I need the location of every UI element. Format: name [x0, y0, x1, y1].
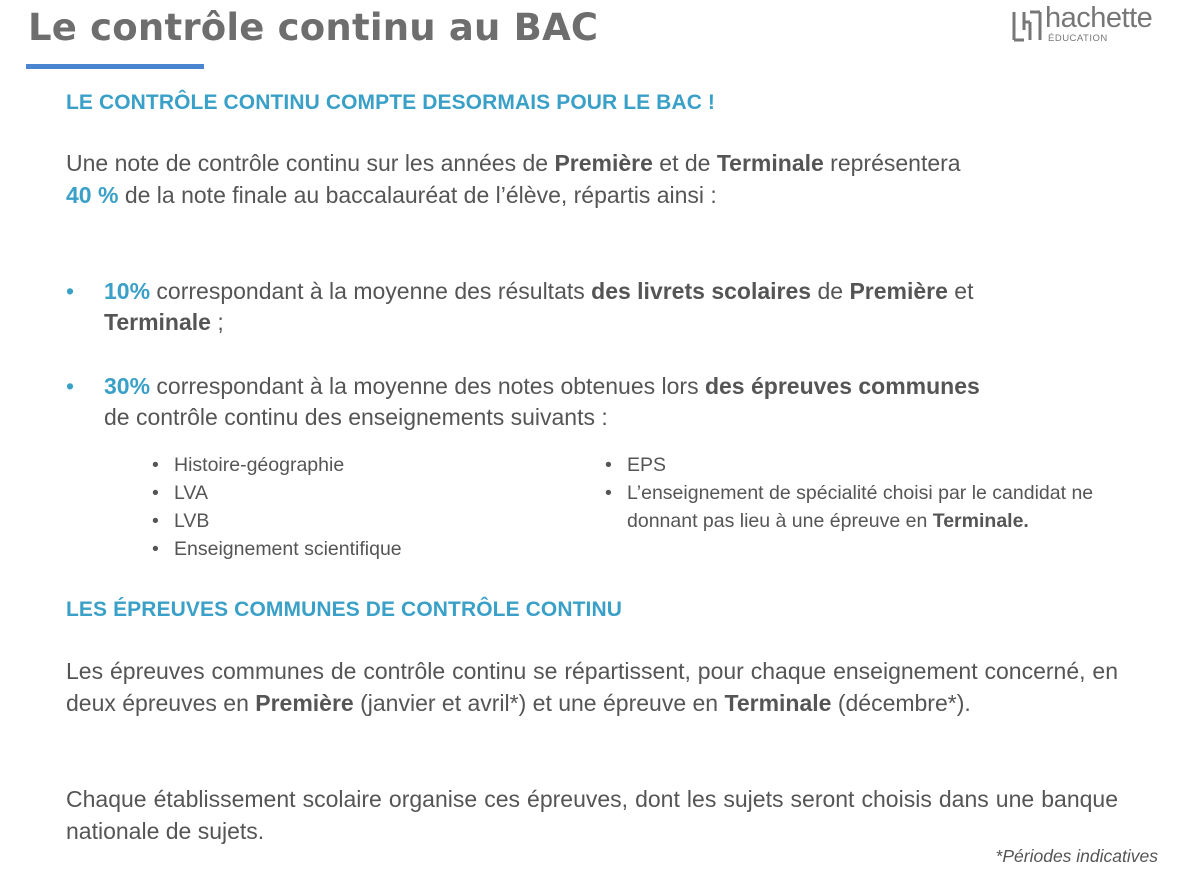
epreuves-paragraph: Les épreuves communes de contrôle continu se répartissent, pour chaque enseignement concerné, en deux épreuves en Première (janvier et avril*) et une épreuve en Terminale (décembre*). — [66, 658, 1118, 716]
logo-subtitle: ÉDUCATION — [1048, 33, 1108, 44]
list-item: • LVA — [152, 479, 572, 507]
hachette-h-logo-icon — [1012, 10, 1042, 42]
subjects-list-right — [605, 451, 1125, 535]
title-underline — [26, 64, 204, 69]
bullet-marker: • — [66, 373, 75, 399]
footnote: *Périodes indicatives — [995, 846, 1158, 866]
list-item: • EPS — [605, 451, 1125, 479]
list-item: • L’enseignement de spécialité choisi par le candidat ne donnant pas lieu à une épreuve en Terminale. — [605, 479, 1125, 535]
logo-wordmark: hachette — [1045, 2, 1153, 34]
bullet-livrets: • 10% correspondant à la moyenne des résultats des livrets scolaires de Première et Terminale ; — [66, 278, 974, 335]
banque-paragraph: Chaque établissement scolaire organise ces épreuves, dont les sujets seront choisis dans une banque nationale de sujets. — [66, 786, 1118, 844]
intro-paragraph: Une note de contrôle continu sur les années de Première et de Terminale représentera 40 % de la note finale au baccalauréat de l’élève, répartis ainsi : — [66, 150, 961, 208]
hachette-logo — [1012, 4, 1162, 46]
list-item: • LVB — [152, 507, 572, 535]
subjects-list-left — [152, 451, 572, 563]
list-item: • Histoire-géographie — [152, 451, 572, 479]
list-item: • Enseignement scientifique — [152, 535, 572, 563]
bullet-epreuves: • 30% correspondant à la moyenne des notes obtenues lors des épreuves communes de contrôle continu des enseignements suivants : — [66, 373, 980, 430]
section2-heading: LES ÉPREUVES COMMUNES DE CONTRÔLE CONTINU — [66, 598, 622, 621]
bullet-marker: • — [66, 278, 75, 304]
page-title: Le contrôle continu au BAC — [28, 6, 599, 49]
section1-heading: LE CONTRÔLE CONTINU COMPTE DESORMAIS POUR LE BAC ! — [66, 91, 716, 114]
